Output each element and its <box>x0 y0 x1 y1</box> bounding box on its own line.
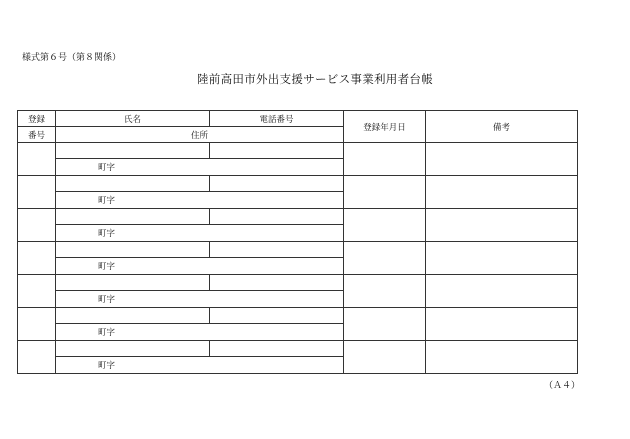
remarks-cell[interactable] <box>426 143 578 176</box>
reg-number-cell[interactable] <box>18 143 56 176</box>
name-cell[interactable] <box>56 308 210 324</box>
reg-date-cell[interactable] <box>344 242 426 275</box>
reg-number-cell[interactable] <box>18 209 56 242</box>
form-number: 様式第６号（第８関係） <box>22 53 122 63</box>
entry-row <box>18 275 578 291</box>
header-phone: 電話番号 <box>210 111 344 127</box>
header-name: 氏名 <box>56 111 210 127</box>
reg-number-cell[interactable] <box>18 308 56 341</box>
address-cell[interactable]: 町字 <box>56 159 344 176</box>
address-cell[interactable]: 町字 <box>56 357 344 374</box>
name-cell[interactable] <box>56 341 210 357</box>
reg-number-cell[interactable] <box>18 176 56 209</box>
remarks-cell[interactable] <box>426 275 578 308</box>
remarks-cell[interactable] <box>426 242 578 275</box>
address-cell[interactable]: 町字 <box>56 258 344 275</box>
reg-date-cell[interactable] <box>344 341 426 374</box>
entry-row <box>18 176 578 192</box>
entry-row <box>18 341 578 357</box>
reg-number-cell[interactable] <box>18 242 56 275</box>
phone-cell[interactable] <box>210 308 344 324</box>
address-cell[interactable]: 町字 <box>56 192 344 209</box>
phone-cell[interactable] <box>210 176 344 192</box>
reg-number-cell[interactable] <box>18 275 56 308</box>
address-cell[interactable]: 町字 <box>56 324 344 341</box>
header-row-1 <box>18 111 578 127</box>
paper-size-note: （Ａ４） <box>543 381 580 391</box>
name-cell[interactable] <box>56 209 210 225</box>
entry-row <box>18 308 578 324</box>
header-address: 住所 <box>56 127 344 143</box>
reg-number-cell[interactable] <box>18 341 56 374</box>
page-title: 陸前高田市外出支援サービス事業利用者台帳 <box>197 72 433 86</box>
address-cell[interactable]: 町字 <box>56 291 344 308</box>
remarks-cell[interactable] <box>426 308 578 341</box>
reg-date-cell[interactable] <box>344 143 426 176</box>
phone-cell[interactable] <box>210 143 344 159</box>
header-remarks: 備考 <box>426 111 578 143</box>
address-cell[interactable]: 町字 <box>56 225 344 242</box>
phone-cell[interactable] <box>210 209 344 225</box>
header-reg-date: 登録年月日 <box>344 111 426 143</box>
header-reg-line2: 番号 <box>18 127 56 143</box>
name-cell[interactable] <box>56 143 210 159</box>
remarks-cell[interactable] <box>426 209 578 242</box>
header-reg-line1: 登録 <box>18 111 56 127</box>
phone-cell[interactable] <box>210 275 344 291</box>
reg-date-cell[interactable] <box>344 308 426 341</box>
reg-date-cell[interactable] <box>344 176 426 209</box>
name-cell[interactable] <box>56 242 210 258</box>
entry-row <box>18 209 578 225</box>
phone-cell[interactable] <box>210 242 344 258</box>
user-register-table <box>17 110 578 374</box>
remarks-cell[interactable] <box>426 341 578 374</box>
reg-date-cell[interactable] <box>344 275 426 308</box>
entry-row <box>18 242 578 258</box>
reg-date-cell[interactable] <box>344 209 426 242</box>
phone-cell[interactable] <box>210 341 344 357</box>
name-cell[interactable] <box>56 176 210 192</box>
entry-row <box>18 143 578 159</box>
remarks-cell[interactable] <box>426 176 578 209</box>
name-cell[interactable] <box>56 275 210 291</box>
